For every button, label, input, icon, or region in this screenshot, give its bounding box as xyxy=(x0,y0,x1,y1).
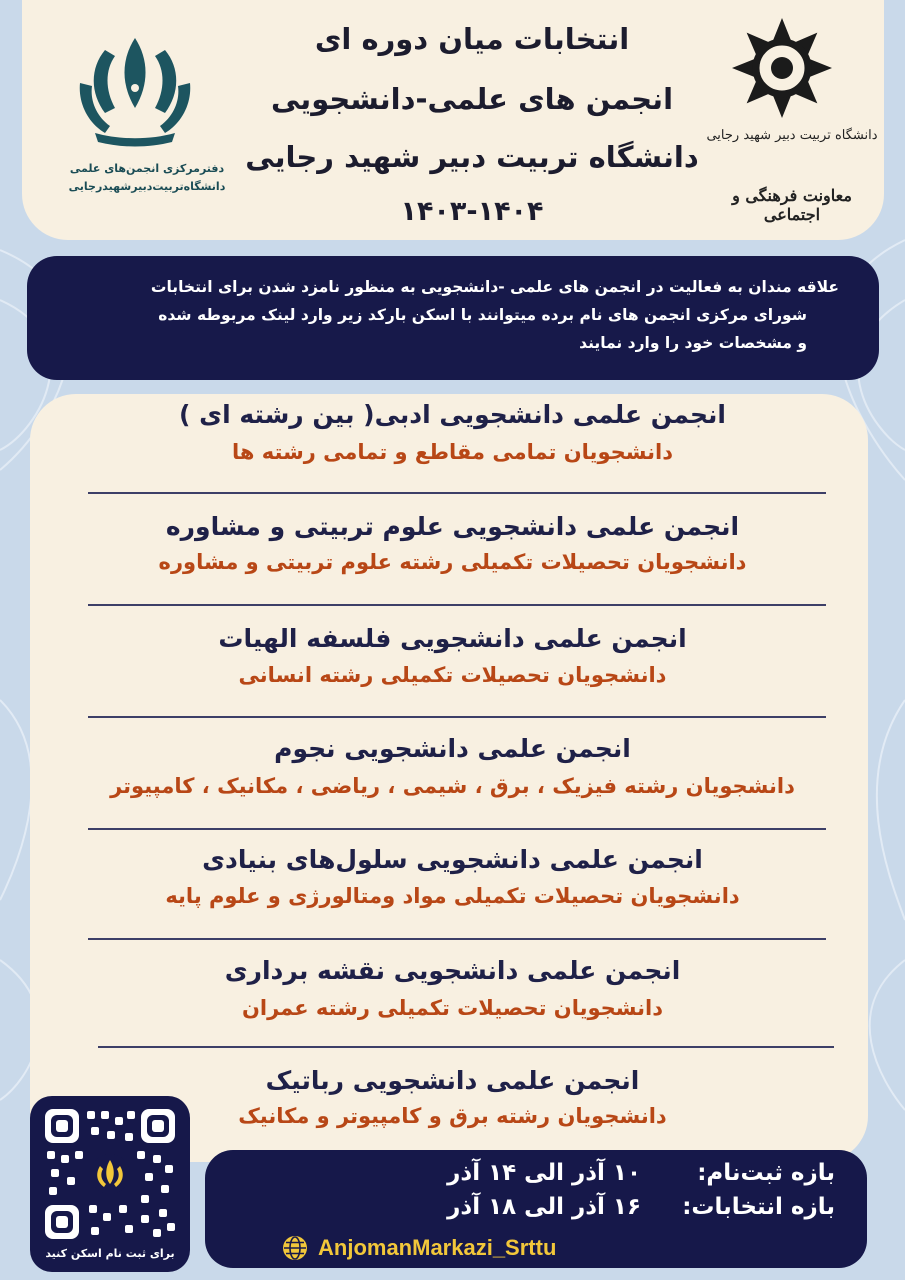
election-label: بازه انتخابات: xyxy=(682,1194,835,1220)
association-4-eligibility: دانشجویان رشته فیزیک ، برق ، شیمی ، ریاضی ، مکانیک ، کامپیوتر xyxy=(110,774,795,798)
association-6-title: انجمن علمی دانشجویی نقشه برداری xyxy=(224,956,681,985)
divider xyxy=(88,492,826,494)
registration-row xyxy=(447,1160,835,1186)
association-4-title: انجمن علمی دانشجویی نجوم xyxy=(274,734,631,763)
association-5-title: انجمن علمی دانشجویی سلول‌های بنیادی xyxy=(202,845,703,874)
right-logo-caption-line-1: دانشگاه تربیت دبیر شهید رجایی xyxy=(706,128,878,143)
association-7-title: انجمن علمی دانشجویی رباتیک xyxy=(265,1066,640,1095)
association-1-eligibility: دانشجویان تمامی مقاطع و تمامی رشته ها xyxy=(232,440,673,464)
registration-label: بازه ثبت‌نام: xyxy=(697,1160,835,1186)
intro-box xyxy=(27,256,879,380)
university-logo-icon xyxy=(712,12,852,124)
header-card xyxy=(22,0,884,240)
associations-office-logo-icon xyxy=(60,28,210,148)
title-line-1: انتخابات میان دوره ای xyxy=(314,22,630,56)
divider xyxy=(98,1046,834,1048)
association-3-eligibility: دانشجویان تحصیلات تکمیلی رشته انسانی xyxy=(238,663,667,687)
qr-caption: برای ثبت نام اسکن کنید xyxy=(45,1247,175,1260)
association-7-eligibility: دانشجویان رشته برق و کامپیوتر و مکانیک xyxy=(238,1104,667,1128)
title-line-3: دانشگاه تربیت دبیر شهید رجایی xyxy=(245,140,699,174)
title-line-2: انجمن های علمی-دانشجویی xyxy=(270,82,674,116)
social-handle-text: AnjomanMarkazi_Srttu xyxy=(318,1235,557,1260)
election-row xyxy=(447,1194,835,1220)
association-2-title: انجمن علمی دانشجویی علوم تربیتی و مشاوره xyxy=(165,512,740,541)
association-1-title: انجمن علمی دانشجویی ادبی( بین رشته ای ) xyxy=(179,400,726,429)
intro-line-1: علاقه مندان به فعالیت در انجمن های علمی -دانشجویی به منظور نامزد شدن برای انتخابات xyxy=(150,278,839,296)
registration-value: ۱۰ آذر الی ۱۴ آذر xyxy=(447,1160,641,1186)
divider xyxy=(88,604,826,606)
association-6-eligibility: دانشجویان تحصیلات تکمیلی رشته عمران xyxy=(241,996,664,1020)
qr-code-icon xyxy=(41,1105,179,1243)
election-value: ۱۶ آذر الی ۱۸ آذر xyxy=(447,1194,641,1220)
association-2-eligibility: دانشجویان تحصیلات تکمیلی رشته علوم تربیتی و مشاوره xyxy=(158,550,747,574)
left-logo-caption-line-2: دانشگاه‌تربیت‌دبیرشهیدرجایی xyxy=(68,180,226,193)
left-logo-caption-line-1: دفترمرکزی انجمن‌های علمی xyxy=(69,162,225,175)
intro-line-2: شورای مرکزی انجمن های نام برده میتوانند با اسکن بارکد زیر وارد لینک مربوطه شده xyxy=(158,306,807,324)
divider xyxy=(88,716,826,718)
social-handle[interactable] xyxy=(282,1231,642,1265)
globe-icon xyxy=(282,1235,308,1261)
right-logo-caption-line-2: معاونت فرهنگی و اجتماعی xyxy=(732,186,852,224)
intro-line-3: و مشخصات خود را وارد نمایند xyxy=(579,334,807,352)
title-year: ۱۴۰۳-۱۴۰۴ xyxy=(400,196,544,227)
association-3-title: انجمن علمی دانشجویی فلسفه الهیات xyxy=(218,624,687,653)
qr-code-box[interactable] xyxy=(30,1096,190,1272)
association-5-eligibility: دانشجویان تحصیلات تکمیلی مواد ومتالورژی و علوم پایه xyxy=(165,884,740,908)
divider xyxy=(88,938,826,940)
divider xyxy=(88,828,826,830)
